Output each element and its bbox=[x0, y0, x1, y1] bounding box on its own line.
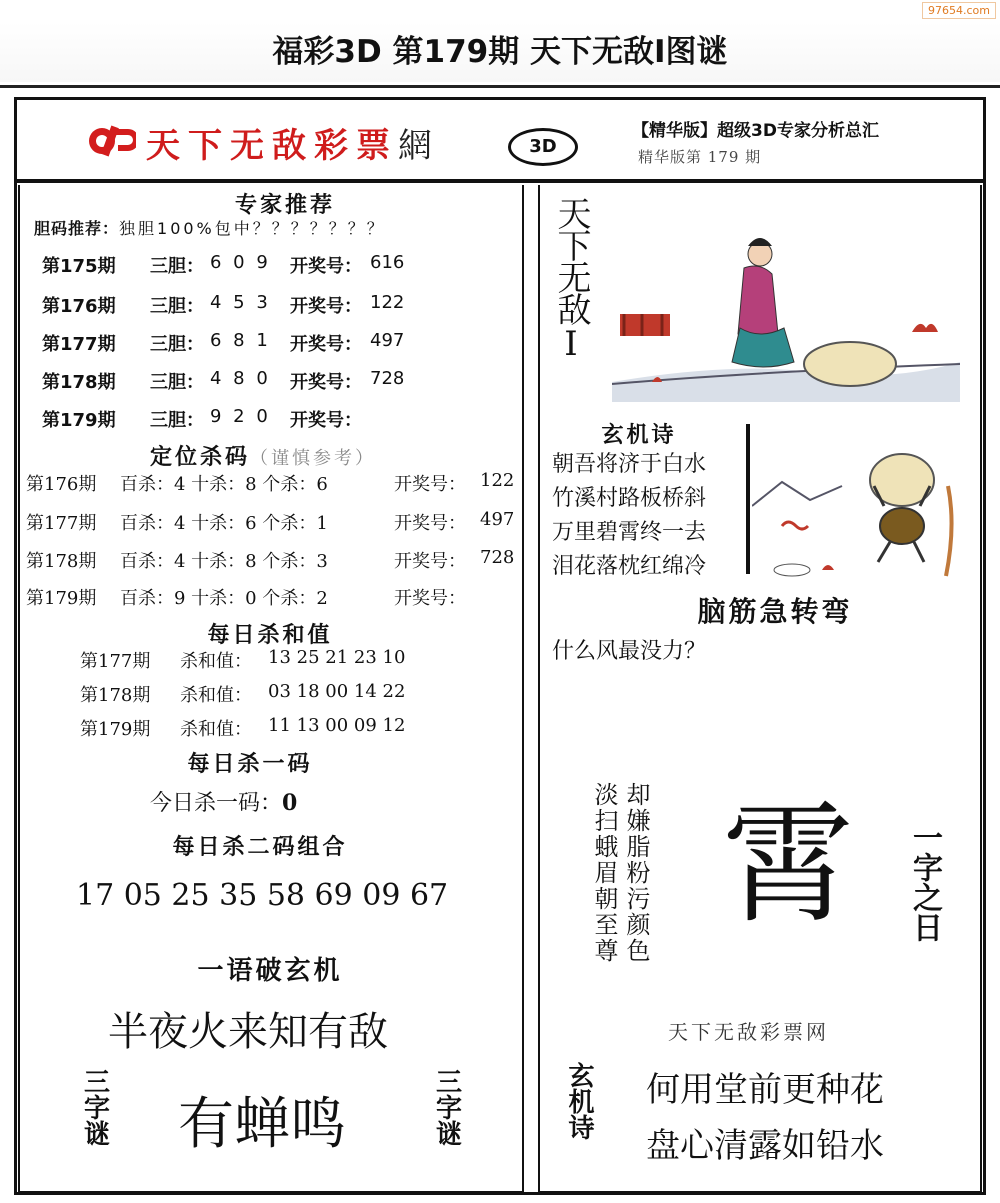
issue-label: 第178期 bbox=[42, 372, 116, 393]
divider bbox=[746, 424, 750, 574]
site-watermark: 97654.com bbox=[922, 2, 996, 19]
poem-heading: 玄机诗 bbox=[601, 423, 677, 448]
kill-digits: 百杀：4 十杀：8 个杀：3 bbox=[120, 551, 328, 572]
divider bbox=[0, 85, 1000, 88]
site-footer: 天下无敌彩票网 bbox=[668, 1020, 829, 1044]
sum-kill-label: 杀和值： bbox=[180, 685, 252, 706]
three-dan-value: 4 8 0 bbox=[210, 368, 271, 389]
page-title: 福彩3D 第179期 天下无敌Ⅰ图谜 bbox=[0, 22, 1000, 82]
kill-two-heading: 每日杀二码组合 bbox=[172, 835, 348, 860]
draw-number: 122 bbox=[480, 470, 515, 491]
draw-number: 616 bbox=[370, 252, 405, 273]
expert-heading: 专家推荐 bbox=[234, 193, 335, 218]
bottom-poem bbox=[646, 1062, 884, 1174]
vertical-title: 天下无敌Ⅰ bbox=[551, 196, 591, 362]
issue-label: 第179期 bbox=[26, 588, 97, 609]
vertical-poem bbox=[588, 782, 652, 972]
kill-one-line bbox=[150, 786, 297, 817]
bottom-poem-line: 何用堂前更种花 bbox=[646, 1070, 884, 1110]
3d-badge: 3D bbox=[508, 128, 578, 166]
draw-label: 开奖号： bbox=[394, 513, 466, 534]
draw-label: 开奖号： bbox=[290, 334, 362, 355]
kill-one-heading: 每日杀一码 bbox=[187, 752, 313, 777]
issue-label: 第176期 bbox=[26, 474, 97, 495]
big-character: 霄 bbox=[722, 788, 854, 942]
dan-recommend bbox=[34, 216, 386, 239]
edition-title: 【精华版】超级3D专家分析总汇 bbox=[632, 121, 879, 141]
issue-label: 第179期 bbox=[80, 719, 151, 740]
sum-kill-heading: 每日杀和值 bbox=[207, 623, 333, 648]
three-dan-value: 6 8 1 bbox=[210, 330, 271, 351]
issue-label: 第179期 bbox=[42, 410, 116, 431]
issue-label: 第177期 bbox=[26, 513, 97, 534]
poem-line: 万里碧霄终一去 bbox=[552, 520, 707, 545]
three-dan-value: 9 2 0 bbox=[210, 406, 271, 427]
three-char-answer: 有蝉鸣 bbox=[178, 1092, 346, 1157]
riddle-line-text: 半夜火来知有敌 bbox=[108, 1009, 388, 1055]
position-kill-title: 定位杀码 bbox=[150, 445, 251, 470]
beetle-carrying-egg-illustration bbox=[752, 446, 972, 586]
kill-digits: 百杀：4 十杀：6 个杀：1 bbox=[120, 513, 328, 534]
brain-heading: 脑筋急转弯 bbox=[697, 595, 853, 628]
dan-label: 胆码推荐： bbox=[34, 219, 120, 238]
three-dan-label: 三胆： bbox=[150, 410, 204, 431]
issue-label: 第178期 bbox=[80, 685, 151, 706]
draw-label: 开奖号： bbox=[290, 296, 362, 317]
site-name bbox=[146, 118, 440, 167]
vertical-poem-line: 淡扫蛾眉朝至尊 bbox=[590, 782, 618, 964]
draw-number: 728 bbox=[370, 368, 405, 389]
big-character-label: 一字之日 bbox=[907, 822, 942, 942]
issue-label: 第178期 bbox=[26, 551, 97, 572]
draw-number: 497 bbox=[480, 509, 515, 530]
three-char-label-text: 三字谜 bbox=[79, 1068, 110, 1146]
draw-label: 开奖号： bbox=[394, 551, 466, 572]
three-dan-label: 三胆： bbox=[150, 372, 204, 393]
three-char-label-text: 三字谜 bbox=[431, 1068, 462, 1146]
issue-label: 第177期 bbox=[42, 334, 116, 355]
draw-label: 开奖号： bbox=[394, 588, 466, 609]
bottom-poem-heading: 玄机诗 bbox=[564, 1062, 594, 1140]
kill-digits: 百杀：4 十杀：8 个杀：6 bbox=[120, 474, 328, 495]
woman-walking-illustration bbox=[612, 222, 960, 402]
position-kill-note: （谨慎参考） bbox=[250, 448, 377, 469]
poem-line: 朝吾将济于白水 bbox=[552, 452, 707, 477]
poem-lines bbox=[552, 448, 706, 584]
three-dan-value: 6 0 9 bbox=[210, 252, 271, 273]
issue-label: 第176期 bbox=[42, 296, 116, 317]
sum-kill-values: 13 25 21 23 10 bbox=[268, 647, 406, 668]
draw-number: 728 bbox=[480, 547, 515, 568]
kill-one-value: 0 bbox=[282, 790, 298, 816]
kill-two-values: 17 05 25 35 58 69 09 67 bbox=[76, 878, 449, 913]
draw-number: 122 bbox=[370, 292, 405, 313]
position-kill-heading bbox=[150, 440, 376, 471]
draw-label: 开奖号： bbox=[290, 256, 362, 277]
kill-one-label: 今日杀一码： bbox=[150, 791, 283, 816]
sum-kill-label: 杀和值： bbox=[180, 719, 252, 740]
sum-kill-label: 杀和值： bbox=[180, 651, 252, 672]
dan-value: 独胆100%包中？？？？？？？ bbox=[119, 219, 386, 238]
draw-label: 开奖号： bbox=[394, 474, 466, 495]
site-name-text: 天下无敌彩票 bbox=[146, 126, 398, 166]
three-dan-label: 三胆： bbox=[150, 334, 204, 355]
bottom-poem-line: 盘心清露如铅水 bbox=[646, 1126, 884, 1166]
issue-label: 第175期 bbox=[42, 256, 116, 277]
edition-issue: 精华版第 179 期 bbox=[638, 148, 762, 166]
site-name-suffix: 網 bbox=[398, 126, 440, 166]
lottery-logo-icon bbox=[88, 122, 136, 160]
three-dan-label: 三胆： bbox=[150, 256, 204, 277]
sum-kill-values: 11 13 00 09 12 bbox=[268, 715, 406, 736]
poem-line: 竹溪村路板桥斜 bbox=[552, 486, 707, 511]
riddle-line-heading: 一语破玄机 bbox=[197, 956, 343, 986]
three-dan-label: 三胆： bbox=[150, 296, 204, 317]
draw-label: 开奖号： bbox=[290, 410, 362, 431]
draw-label: 开奖号： bbox=[290, 372, 362, 393]
three-dan-value: 4 5 3 bbox=[210, 292, 271, 313]
draw-number: 497 bbox=[370, 330, 405, 351]
sum-kill-values: 03 18 00 14 22 bbox=[268, 681, 406, 702]
poem-line: 泪花落枕红绵冷 bbox=[552, 554, 707, 579]
brain-question: 什么风最没力？ bbox=[552, 639, 707, 664]
vertical-poem-line: 却嫌脂粉污颜色 bbox=[622, 782, 650, 964]
issue-label: 第177期 bbox=[80, 651, 151, 672]
kill-digits: 百杀：9 十杀：0 个杀：2 bbox=[120, 588, 328, 609]
three-char-label-left bbox=[66, 1068, 122, 1146]
three-char-label-right bbox=[418, 1068, 474, 1146]
